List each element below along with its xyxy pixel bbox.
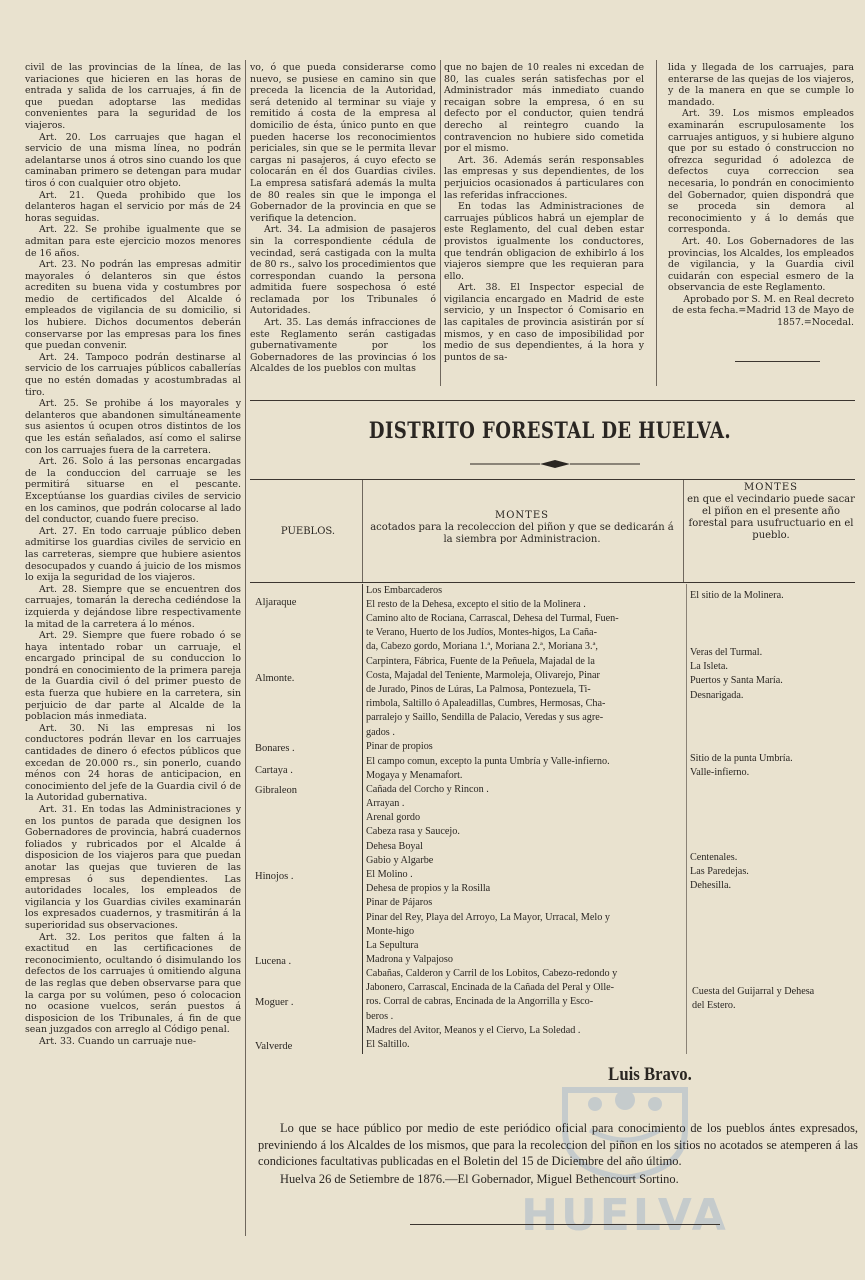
header-montes2-caption: MONTES <box>743 482 798 493</box>
monte-entry: Monte-higo <box>366 925 415 937</box>
article-paragraph: Art. 35. Las demás infracciones de este Reglamento serán castigadas gubernativamente por los Gobernadores de las provincias ó los Alcaldes de los pueblos con multas <box>250 317 436 375</box>
pueblo-gibraleon: Gibraleon <box>255 785 297 796</box>
article-paragraph: Art. 21. Queda prohibido que los delanteros hagan el servicio por más de 24 horas seguidas. <box>25 189 241 224</box>
monte-entry: El resto de la Dehesa, excepto el sitio de la Molinera . <box>366 599 586 611</box>
article-paragraph: que no bajen de 10 reales ni excedan de 80, las cuales serán satisfechas por el Administrador más inmediato cuando recaigan sobre la empresa, ó en su defecto por el conductor, quien tendrá derecho al reintegro cuando la contravencion no hubiere sido cometida por el mismo. <box>444 62 644 155</box>
article-paragraph: Art. 28. Siempre que se encuentren dos carruajes, tomarán la derecha cediéndose la izquierda y dejándose libre respectivamente la mitad de la carretera á lo ménos. <box>25 583 241 630</box>
montes-lucena <box>366 953 684 967</box>
pueblo-almonte: Almonte. <box>255 673 295 684</box>
monte-entry: ros. Corral de cabras, Encinada de la Angorrilla y Esco- <box>366 996 594 1008</box>
monte-entry: Cabeza rasa y Saucejo. <box>366 826 460 838</box>
pueblo-valverde: Valverde <box>255 1041 293 1052</box>
monte-entry: Veras del Turmal. <box>690 647 763 658</box>
article-paragraph: civil de las provincias de la línea, de las variaciones que hicieren en las horas de entrada y salida de los carruajes, á fin de que puedan adoptarse las medidas convenientes para la seguridad de los viajeros. <box>25 62 241 131</box>
vecindario-moguer <box>692 985 858 1013</box>
notice-body: Lo que se hace público por medio de este periódico oficial para conocimiento de los pueblos ántes expresados, previniendo á los Alcaldes de los mismos, que para la recoleccion del piñon en los sitios no acotados se atemperen á las condiciones facultativas publicadas en el Boletin del 15 de Diciembre del año último. <box>258 1121 858 1169</box>
column-rule <box>440 60 441 386</box>
monte-entry: El campo comun, excepto la punta Umbría y Valle-infierno. <box>366 756 610 767</box>
header-montes-acotados <box>366 510 678 546</box>
vecindario-hinojos <box>690 851 856 894</box>
article-paragraph: Art. 36. Además serán responsables las empresas y sus dependientes, de los perjuicios ocasionados á particulares con las referidas infracciones. <box>444 154 644 201</box>
article-paragraph: Art. 34. La admision de pasajeros sin la correspondiente cédula de vecindad, será castigada con la multa de 80 rs., salvo los procedimientos que correspondan cuando la persona admitida fuere sospechosa ó esté reclamada por los Tribunales ó Autoridades. <box>250 224 436 317</box>
article-paragraph: Art. 20. Los carruajes que hagan el servicio de una misma línea, no podrán adelantarse unos á otros sino cuando los que caminaban primero se detengan para mudar tiros ó con cualquier otro objeto. <box>25 131 241 189</box>
monte-entry: Puertos y Santa María. <box>690 675 783 687</box>
monte-entry: Carpintera, Fábrica, Fuente de la Peñuela, Majadal de la <box>366 655 595 667</box>
monte-entry: Cuesta del Guijarral y Dehesa <box>692 986 815 997</box>
article-paragraph: vo, ó que pueda considerarse como nuevo, se pusiese en camino sin que preceda la licencia de la Autoridad, será detenido al terminar su viaje y remitido á costa de la empresa al domicilio de ésta, único punto en que pueden hacerse los reconocimientos periciales, sin que se le permita llevar cargas ni pasajeros, á cuyo efecto se colocarán en él dos Guardias civiles. La empresa satisfará además la multa de 80 reales sin que le imponga el Gobernador de la provincia en que se verifique la detencion. <box>250 62 436 224</box>
header-montes-caption: MONTES <box>494 510 549 521</box>
table-col-rule <box>362 480 363 582</box>
article-paragraph: Art. 39. Los mismos empleados examinarán escrupulosamente los carruajes antiguos, y si hubiere alguno que por su estado ó construccion no ofrezca seguridad ó adolezca de defectos cuya correccion sea necesaria, lo pondrán en conocimiento del Gobernador, quien dispondrá que se proceda sin demora al reconocimiento y á lo demás que corresponda. <box>668 108 854 236</box>
text-column-3 <box>444 62 644 384</box>
article-paragraph: Art. 30. Ni las empresas ni los conductores podrán llevar en los carruajes cantidades de dinero ó efectos públicos que excedan de 20.000 rs., sin ponerlo, cuando ménos con 24 horas de anticipacion, en conocimiento del jefe de la Guardia civil ó de la Autoridad gubernativa. <box>25 722 241 804</box>
monte-entry: Las Paredejas. <box>690 866 749 878</box>
monte-entry: El Saltillo. <box>366 1039 410 1050</box>
montes-gibraleon <box>366 783 684 797</box>
monte-entry: beros . <box>366 1010 394 1022</box>
monte-entry: te Verano, Huerto de los Judíos, Montes-higos, La Caña- <box>366 627 597 639</box>
vecindario-aljaraque <box>690 589 856 603</box>
monte-entry: Los Embarcaderos <box>366 585 443 596</box>
header-pueblos: PUEBLOS. <box>280 526 336 537</box>
forest-district-title: DISTRITO FORESTAL DE HUELVA. <box>368 418 732 444</box>
monte-entry: Arrayan . <box>366 798 405 809</box>
monte-entry: Sitio de la punta Umbría. <box>690 753 793 764</box>
vecindario-cartaya <box>690 752 856 780</box>
column-rule <box>245 60 246 1236</box>
section-rule <box>250 400 855 401</box>
monte-entry: Dehesa de propios y la Rosilla <box>366 883 491 895</box>
vecindario-almonte <box>690 646 856 703</box>
pueblo-lucena: Lucena . <box>255 956 292 967</box>
public-notice <box>258 1120 858 1187</box>
monte-entry: Valle-infierno. <box>690 767 750 779</box>
text-column-4 <box>668 62 854 362</box>
montes-hinojos <box>366 797 686 953</box>
monte-entry: parralejo y Saillo, Sendilla de Palacio, Veredas y sus agre- <box>366 712 604 724</box>
monte-entry: Gabio y Algarbe <box>366 854 434 866</box>
monte-entry: Cabañas, Calderon y Carril de los Lobitos, Cabezo-redondo y <box>366 968 618 979</box>
monte-entry: de Jurado, Pinos de Lúras, La Palmosa, Pontezuela, Ti- <box>366 684 591 696</box>
monte-entry: da, Cabezo gordo, Moriana 1.ª, Moriana 2.ª, Moriana 3.ª, <box>366 641 598 653</box>
monte-entry: Desnarigada. <box>690 689 744 701</box>
monte-entry: Arenal gordo <box>366 812 421 824</box>
pueblo-cartaya: Cartaya . <box>255 765 293 776</box>
monte-entry: Camino alto de Rociana, Carrascal, Dehesa del Turmal, Fuen- <box>366 613 619 624</box>
header-montes-description: acotados para la recoleccion del piñon y que se dedicarán á la siembra por Administracion. <box>370 522 674 545</box>
header-montes-vecindario <box>686 482 856 542</box>
montes-cartaya <box>366 755 686 783</box>
monte-entry: La Sepultura <box>366 940 419 952</box>
article-paragraph: En todas las Administraciones de carruajes públicos habrá un ejemplar de este Reglamento, del cual deben estar provistos igualmente los conductores, que tendrán obligacion de exhibirlo á los viajeros siempre que les requieran para ello. <box>444 201 644 282</box>
monte-entry: Mogaya y Menamafort. <box>366 770 463 782</box>
table-col-rule <box>683 480 684 582</box>
monte-entry: Pinar de Pájaros <box>366 897 433 909</box>
monte-entry: Costa, Majadal del Teniente, Marmoleja, Olivarejo, Pinar <box>366 669 600 681</box>
pueblo-aljaraque: Aljaraque <box>255 597 297 608</box>
article-paragraph: Art. 29. Siempre que fuere robado ó se haya intentado robar un carruaje, el encargado principal de su conduccion lo pondrá en conocimiento de la primera pareja de la Guardia civil ó del primer puesto de esta fuerza que hubiere en la carretera, sin perjuicio de dar parte al Alcalde de la poblacion más inmediata. <box>25 630 241 723</box>
monte-entry: rimbola, Saltillo ó Apaleadillas, Cumbres, Hermosas, Cha- <box>366 698 606 710</box>
article-paragraph: Art. 26. Solo á las personas encargadas de la conduccion del carruaje se les permitirá situarse en el pescante. Exceptúanse los guardias civiles de servicio en los caminos, que podrán colocarse al lado del conductor, cuando fuere preciso. <box>25 456 241 526</box>
signature-name: Luis Bravo. <box>608 1064 692 1085</box>
monte-entry: Madrona y Valpajoso <box>366 954 453 965</box>
article-paragraph: Art. 31. En todas las Administraciones y en los puntos de parada que designen los Gobernadores de provincia, habrá cuadernos foliados y rubricados por el Alcalde á disposicion de los viajeros para que puedan anotar las quejas que tuvieren de las empresas ó sus dependientes. Las autoridades locales, los empleados de vigilancia y los Guardias civiles examinarán los expresados cuadernos, y trasmitirán á la superioridad sus observaciones. <box>25 804 241 931</box>
article-paragraph: Art. 27. En todo carruaje público deben admitirse los guardias civiles de servicio en las carreteras, siempre que hubiere asientos desocupados y cuando á juicio de los mismos lo exija la seguridad de los viajeros. <box>25 525 241 584</box>
monte-entry: gados . <box>366 726 395 738</box>
bracket-rule <box>362 584 363 1054</box>
montes-valverde <box>366 1038 684 1052</box>
article-paragraph: Art. 23. No podrán las empresas admitir mayorales ó delanteros sin que éstos acrediten su buena vida y costumbres por medio de certificados del Alcalde ó empleados de vigilancia de su domicilio, si los hubiere. Dichos documentos deberán conservarse por las empresas para los fines que puedan convenir. <box>25 259 241 352</box>
pueblo-moguer: Moguer . <box>255 997 294 1008</box>
pueblo-hinojos: Hinojos . <box>255 871 294 882</box>
end-rule <box>735 361 820 362</box>
monte-entry: Dehesa Boyal <box>366 840 423 852</box>
monte-entry: del Estero. <box>692 1000 736 1012</box>
montes-moguer <box>366 967 686 1038</box>
header-montes2-description: en que el vecindario puede sacar el piñon en el presente año forestal para usufructuario en el pueblo. <box>687 494 855 541</box>
pueblo-bonares: Bonares . <box>255 743 295 754</box>
article-paragraph: Art. 22. Se prohibe igualmente que se admitan para este ejercicio mozos menores de 16 años. <box>25 224 241 259</box>
bracket-rule <box>686 584 687 1054</box>
monte-entry: El sitio de la Molinera. <box>690 590 784 601</box>
article-paragraph: Art. 38. El Inspector especial de vigilancia encargado en Madrid de este servicio, y un Inspector ó Comisario en las capitales de provincia asistirán por sí mismos, y en caso de imposibilidad por medio de sus dependientes, á la hora y puntos de sa- <box>444 282 644 363</box>
monte-entry: El Molino . <box>366 869 413 881</box>
monte-entry: La Isleta. <box>690 661 728 673</box>
article-paragraph: Art. 25. Se prohibe á los mayorales y delanteros que abandonen simultáneamente sus asientos ú ocupen otros distintos de los que les están señalados, así como el salirse con los carruajes fuera de la carretera. <box>25 398 241 456</box>
article-paragraph: Art. 40. Los Gobernadores de las provincias, los Alcaldes, los empleados de vigilancia, y la Guardia civil cuidarán con especial esmero de la observancia de este Reglamento. <box>668 235 854 294</box>
montes-aljaraque <box>366 584 684 612</box>
text-column-1 <box>25 62 241 1234</box>
article-paragraph: Art. 33. Cuando un carruaje nue- <box>39 1035 197 1047</box>
monte-entry: Dehesilla. <box>690 880 732 892</box>
monte-entry: Jabonero, Carrascal, Encinada de la Cañada del Peral y Olle- <box>366 982 615 994</box>
monte-entry: Centenales. <box>690 852 738 863</box>
article-paragraph: Art. 32. Los peritos que falten á la exactitud en las certificaciones de reconocimiento, ocultando ó disimulando los defectos de los carruajes ú omitiendo alguna de las reglas que deben observarse para que la carga por su volúmen, peso ó colocacion no ocasione vuelcos, serán puestos á disposicion de los Tribunales, á fin de que sean juzgados con arreglo al Código penal. <box>25 931 241 1036</box>
watermark-text: HUELVA <box>521 1190 729 1241</box>
monte-entry: Cañada del Corcho y Rincon . <box>366 784 489 795</box>
ornament-rule <box>470 459 640 469</box>
table-header-rule <box>250 582 855 583</box>
article-paragraph: lida y llegada de los carruajes, para enterarse de las quejas de los viajeros, y de la manera en que se cumple lo mandado. <box>668 62 854 108</box>
column-rule <box>656 60 657 386</box>
text-column-2 <box>250 62 436 384</box>
monte-entry: Pinar de propios <box>366 741 433 752</box>
article-paragraph: Aprobado por S. M. en Real decreto de esta fecha.=Madrid 13 de Mayo de 1857.=Nocedal. <box>672 293 854 329</box>
bottom-rule <box>410 1224 720 1225</box>
notice-date-line: Huelva 26 de Setiembre de 1876.—El Gobernador, Miguel Bethencourt Sortino. <box>280 1171 679 1186</box>
article-paragraph: Art. 24. Tampoco podrán destinarse al servicio de los carruajes públicos caballerías que no estén domadas y acostumbradas al tiro. <box>25 351 241 398</box>
monte-entry: Pinar del Rey, Playa del Arroyo, La Mayor, Urracal, Melo y <box>366 911 610 923</box>
table-top-rule <box>250 479 855 480</box>
monte-entry: Madres del Avitor, Meanos y el Ciervo, La Soledad . <box>366 1024 581 1036</box>
montes-almonte <box>366 612 684 740</box>
montes-bonares <box>366 740 684 754</box>
